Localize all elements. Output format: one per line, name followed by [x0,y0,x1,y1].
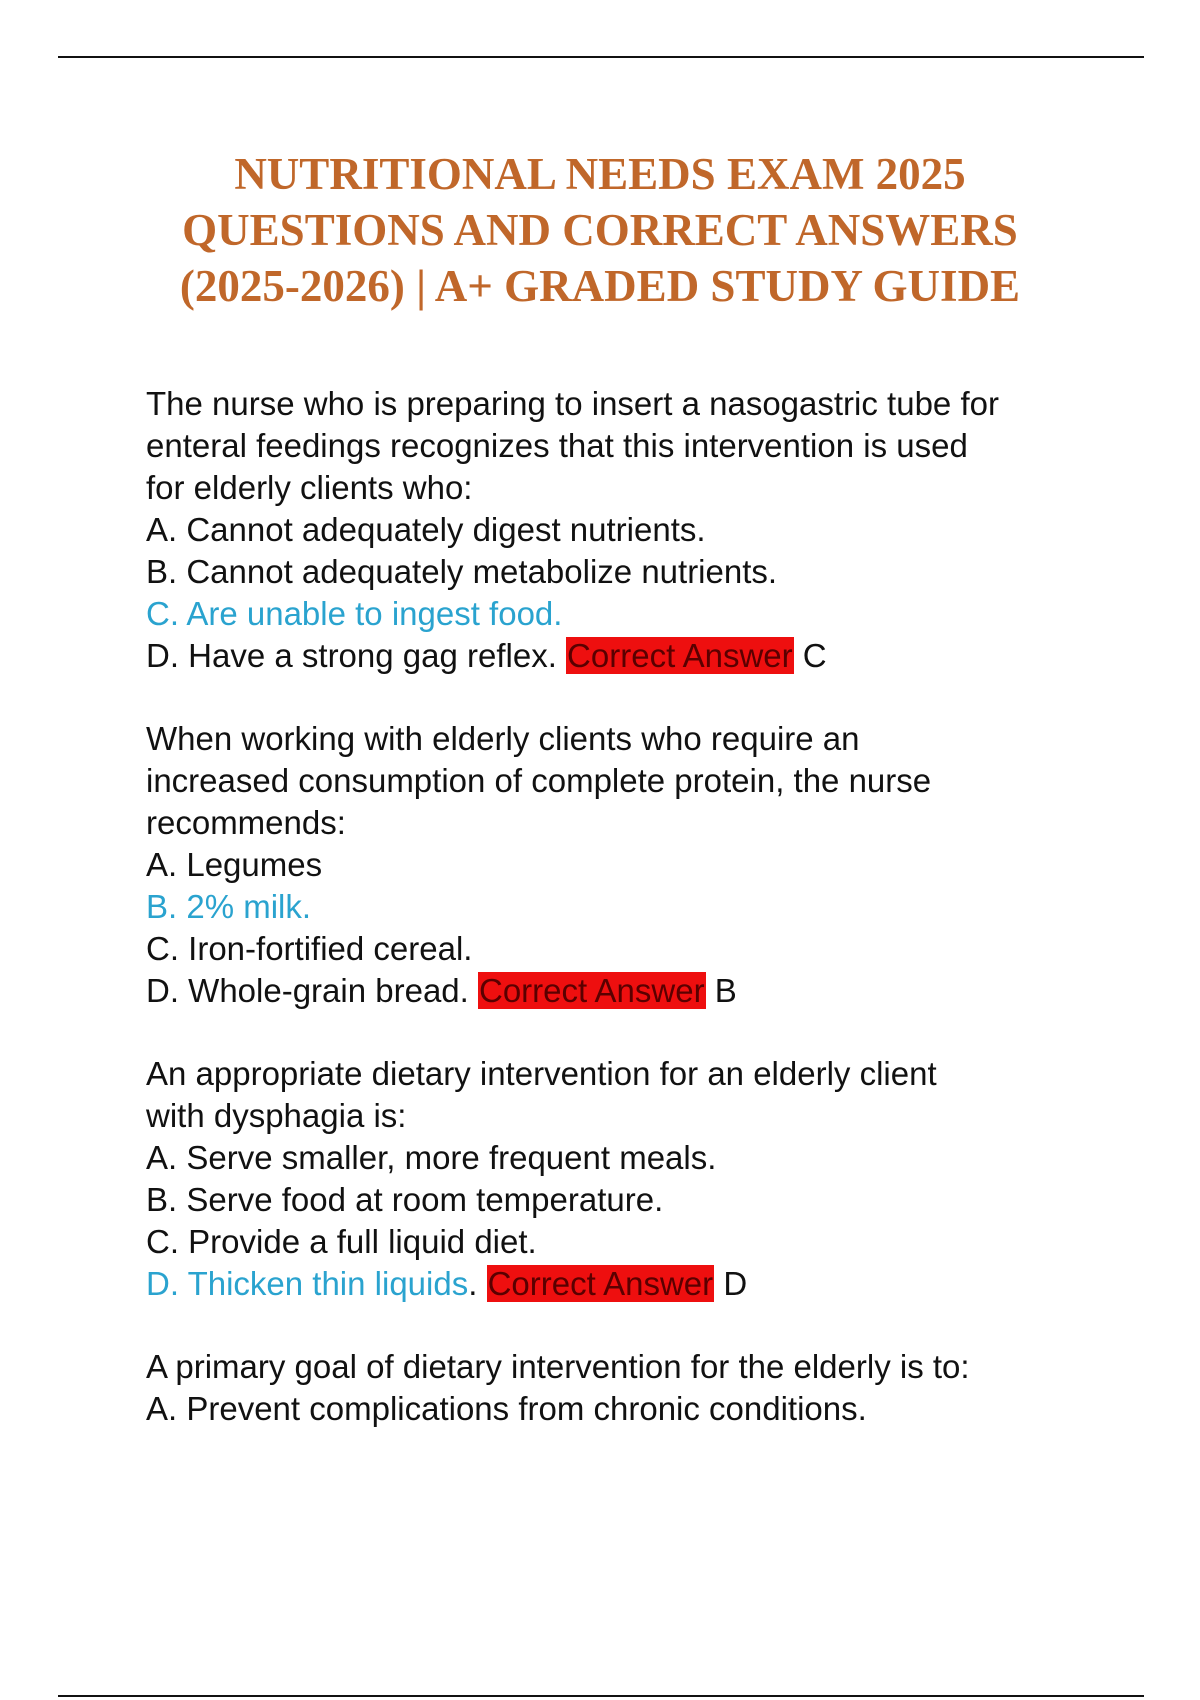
option-b-correct: B. 2% milk. [146,888,312,925]
option-c-correct: C. Are unable to ingest food. [146,595,563,632]
option-a: A. Serve smaller, more frequent meals. [146,1139,717,1176]
title-line: (2025-2026) | A+ GRADED STUDY GUIDE [179,261,1021,311]
option-d-with-answer [146,1263,1106,1305]
option-d: D. Have a strong gag reflex. [146,637,557,674]
option-a: A. Prevent complications from chronic conditions. [146,1390,867,1427]
question-stem-line: The nurse who is preparing to insert a nasogastric tube for [146,385,999,422]
question-stem-line: increased consumption of complete protein, the nurse [146,762,932,799]
answer-letter: D [723,1265,748,1302]
bottom-rule [58,1695,1144,1697]
title-line: QUESTIONS AND CORRECT ANSWERS [182,205,1018,255]
question-spacer [146,1305,1106,1346]
option-d-with-answer [146,635,1106,677]
questions-body [146,383,1106,1430]
question-spacer [146,677,1106,718]
option-b: B. Cannot adequately metabolize nutrients. [146,553,778,590]
option-d-correct: D. Thicken thin liquids [146,1265,469,1302]
question-stem-line: An appropriate dietary intervention for an elderly client [146,1055,937,1092]
option-a: A. Legumes [146,846,323,883]
option-a: A. Cannot adequately digest nutrients. [146,511,706,548]
top-rule [58,56,1144,58]
option-c: C. Provide a full liquid diet. [146,1223,537,1260]
option-d-with-answer [146,970,1106,1012]
question-stem-line: recommends: [146,804,346,841]
correct-answer-tag: Correct Answer [487,1265,714,1302]
option-b: B. Serve food at room temperature. [146,1181,664,1218]
correct-answer-tag: Correct Answer [479,972,705,1009]
option-c: C. Iron-fortified cereal. [146,930,473,967]
question-stem-line: with dysphagia is: [146,1097,407,1134]
answer-letter: C [802,637,827,674]
question-4 [146,1346,1106,1430]
answer-letter: B [714,972,737,1009]
question-1 [146,383,1106,677]
question-spacer [146,1012,1106,1053]
question-stem-line: A primary goal of dietary intervention for the elderly is to: [146,1348,970,1385]
question-stem-line: enteral feedings recognizes that this intervention is used [146,427,968,464]
question-stem-line: for elderly clients who: [146,469,473,506]
option-d: D. Whole-grain bread. [146,972,469,1009]
question-stem-line: When working with elderly clients who require an [146,720,860,757]
question-3 [146,1053,1106,1305]
title-line: NUTRITIONAL NEEDS EXAM 2025 [234,149,966,199]
document-title [100,146,1100,314]
correct-answer-tag: Correct Answer [567,637,793,674]
option-d-period: . [468,1265,478,1302]
question-2 [146,718,1106,1012]
